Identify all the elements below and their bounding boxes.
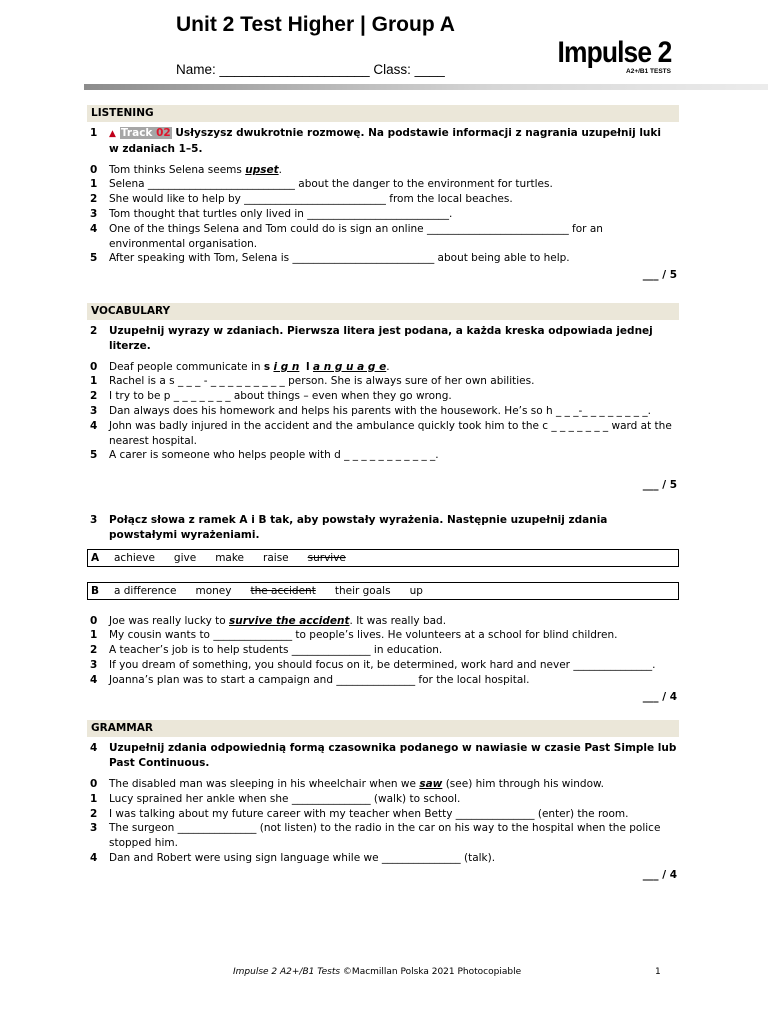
word-box-item: raise — [263, 551, 289, 564]
listening-items — [87, 163, 679, 267]
list-item: 4 One of the things Selena and Tom could do is sign an online ___________________________ for an environmental organisation. — [90, 222, 603, 250]
word-box-item: up — [409, 584, 423, 597]
task-2-instruction: 2 Uzupełnij wyrazy w zdaniach. Pierwsza litera jest podana, a każda kreska odpowiada jednej literze. — [90, 324, 653, 352]
example-item: 0 Joe was really lucky to survive the accident. It was really bad. — [90, 614, 447, 627]
list-item: 2 A teacher’s job is to help students _______________ in education. — [90, 644, 443, 657]
word-box-item: make — [215, 551, 245, 564]
section-heading-listening: LISTENING — [87, 105, 679, 122]
word-box-b: B a difference money the accident their goals up — [87, 582, 679, 600]
track-badge[interactable] — [120, 127, 172, 139]
list-item: 1 Lucy sprained her ankle when she _______________ (walk) to school. — [90, 792, 461, 805]
score-task-3: ___ / 4 — [642, 690, 677, 703]
task-number: 1 — [90, 127, 98, 139]
example-item: 0 Deaf people communicate in s i g n l a n g u a g e. — [90, 360, 390, 373]
list-item: 2 I try to be p _ _ _ _ _ _ _ about things – even when they go wrong. — [90, 390, 452, 403]
brand-subtitle: A2+/B1 TESTS — [626, 68, 671, 75]
task-4-instruction: 4 Uzupełnij zdania odpowiednią formą czasownika podanego w nawiasie w czasie Past Simple lub Past Continuous. — [90, 742, 677, 770]
list-item: 3 Dan always does his homework and helps his parents with the housework. He’s so h _ _ _-_ _ _ _ _ _ _ _. — [90, 404, 651, 417]
list-item: 2 I was talking about my future career with my teacher when Betty _______________ (enter) the room. — [90, 807, 629, 820]
brand-logo — [542, 38, 671, 75]
brand-name: Impulse 2 — [557, 36, 671, 69]
test-content — [87, 105, 679, 882]
list-item: 5 A carer is someone who helps people with d _ _ _ _ _ _ _ _ _ _ _. — [90, 449, 439, 462]
example-item: 0 Tom thinks Selena seems upset. — [90, 163, 282, 176]
score-task-2: ___ / 5 — [642, 479, 677, 492]
page-number: 1 — [655, 967, 661, 977]
audio-track-icon: ▲ — [109, 129, 116, 139]
word-box-a: A achieve give make raise survive — [87, 549, 679, 567]
list-item: 2 She would like to help by ___________________________ from the local beaches. — [90, 193, 513, 206]
footer-series: Impulse 2 A2+/B1 Tests — [233, 967, 341, 977]
list-item: 5 After speaking with Tom, Selena is ___________________________ about being able to help. — [90, 252, 570, 265]
list-item: 3 Tom thought that turtles only lived in ___________________________. — [90, 207, 453, 220]
task-3-items — [87, 614, 679, 688]
instruction-line-1: Usłyszysz dwukrotnie rozmowę. Na podstawie informacji z nagrania uzupełnij luki — [175, 127, 661, 139]
list-item: 3 If you dream of something, you should focus on it, be determined, work hard and never _______________. — [90, 658, 656, 671]
page-title: Unit 2 Test Higher | Group A — [176, 13, 455, 36]
list-item: 1 My cousin wants to _______________ to people’s lives. He volunteers at a school for blind children. — [90, 629, 618, 642]
footer-copyright: ©Macmillan Polska 2021 Photocopiable — [340, 967, 522, 977]
word-box-item: give — [173, 551, 197, 564]
header-divider — [84, 84, 768, 90]
task-3-instruction: 3 Połącz słowa z ramek A i B tak, aby powstały wyrażenia. Następnie uzupełnij zdania powstałymi wyrażeniami. — [90, 513, 608, 541]
track-number: 02 — [156, 127, 171, 139]
list-item: 4 Dan and Robert were using sign language while we _______________ (talk). — [90, 851, 496, 864]
word-box-item: achieve — [114, 551, 155, 564]
word-box-item: their goals — [334, 584, 391, 597]
example-item: 0 The disabled man was sleeping in his wheelchair when we saw (see) him through his window. — [90, 777, 604, 790]
score-listening: ___ / 5 — [642, 269, 677, 282]
list-item: 4 Joanna’s plan was to start a campaign and _______________ for the local hospital. — [90, 673, 530, 686]
instruction-line-2: w zdaniach 1–5. — [109, 142, 203, 155]
section-heading-vocabulary: VOCABULARY — [87, 303, 679, 320]
name-class-line: Name: ____________________ Class: ____ — [176, 62, 445, 77]
list-item: 1 Rachel is a s _ _ _ - _ _ _ _ _ _ _ _ _ person. She is always sure of her own abilities. — [90, 375, 535, 388]
vocabulary-items — [87, 360, 679, 464]
word-box-item: money — [195, 584, 232, 597]
word-box-item-used: survive — [307, 551, 346, 564]
example-answer: upset — [245, 163, 279, 176]
word-box-item-used: the accident — [250, 584, 316, 597]
word-box-item: a difference — [114, 584, 177, 597]
score-grammar: ___ / 4 — [642, 868, 677, 881]
section-heading-grammar: GRAMMAR — [87, 720, 679, 737]
grammar-items — [87, 777, 679, 866]
list-item: 3 The surgeon _______________ (not listen) to the radio in the car on his way to the hospital when the police stopped him. — [90, 822, 661, 850]
task-1-instruction — [87, 126, 679, 157]
list-item: 1 Selena ____________________________ about the danger to the environment for turtles. — [90, 178, 553, 191]
track-label: Track — [120, 127, 153, 139]
list-item: 4 John was badly injured in the accident and the ambulance quickly took him to the c _ _ _ _ _ _ _ ward at the nearest hospital. — [90, 419, 672, 447]
